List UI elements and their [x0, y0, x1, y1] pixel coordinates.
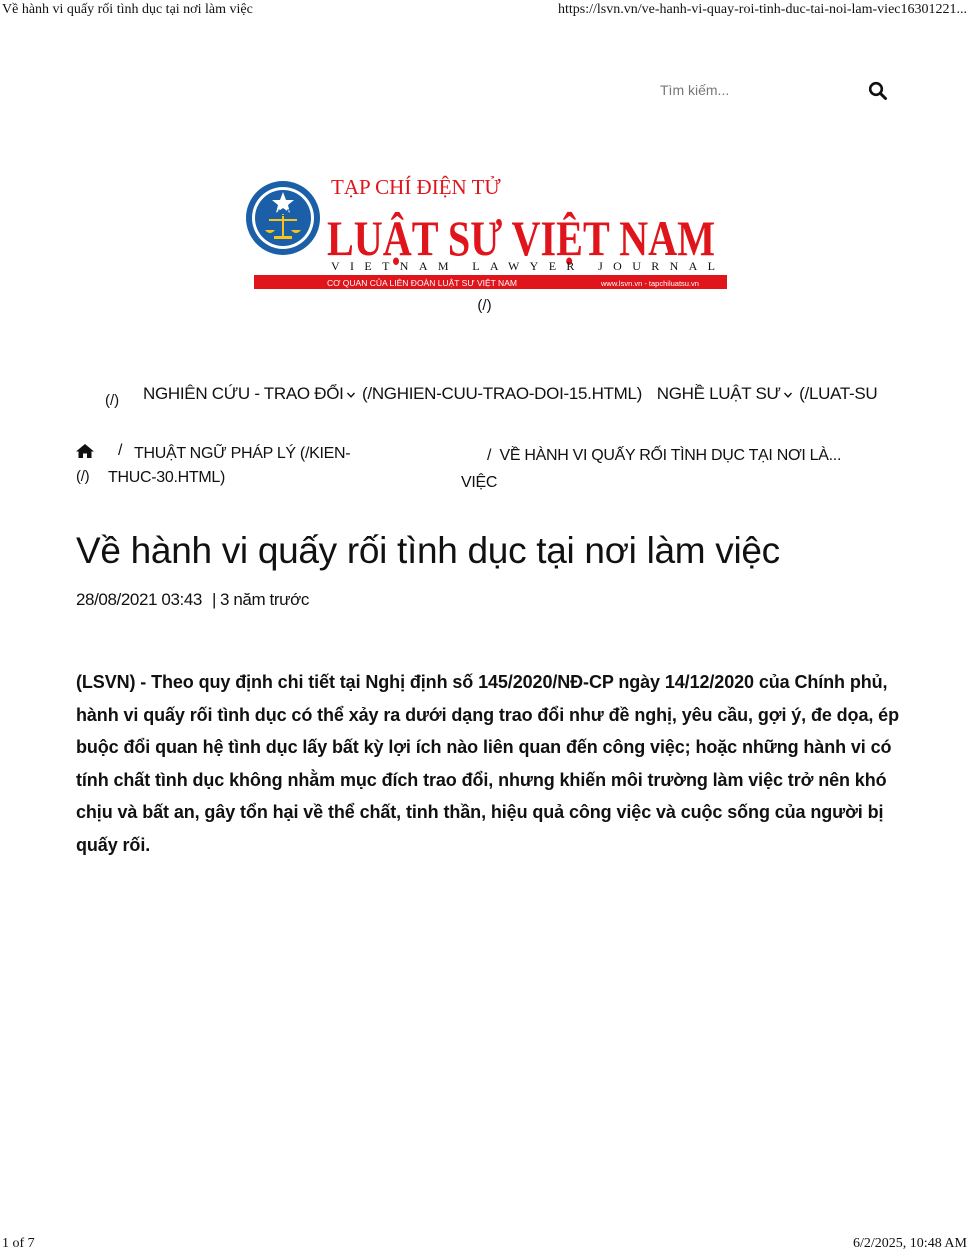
- article-title: Về hành vi quấy rối tình dục tại nơi làm việc: [76, 530, 780, 571]
- logo-agency: CƠ QUAN CỦA LIÊN ĐOÀN LUẬT SƯ VIỆT NAM: [327, 278, 517, 288]
- chevron-down-icon: [783, 390, 793, 400]
- breadcrumb-current-line: VIỆC: [461, 474, 498, 491]
- meta-separator: |: [211, 590, 216, 609]
- breadcrumb-current: [461, 442, 891, 496]
- breadcrumb-category-line: THUC-30.HTML): [108, 469, 225, 486]
- breadcrumb-home-link[interactable]: (/): [76, 468, 90, 485]
- breadcrumb-category[interactable]: [108, 442, 384, 490]
- nav-item-label: NGHỀ LUẬT SƯ: [656, 384, 781, 403]
- print-footer-datetime: 6/2/2025, 10:48 AM: [853, 1236, 967, 1251]
- search-icon[interactable]: [868, 81, 888, 101]
- nav-home-link[interactable]: (/): [105, 392, 120, 409]
- chevron-down-icon: [346, 390, 356, 400]
- breadcrumb-category-line: THUẬT NGỮ PHÁP LÝ (/KIEN-: [134, 445, 351, 462]
- logo-sites: www.lsvn.vn - tapchiluatsu.vn: [601, 279, 699, 288]
- main-nav: [0, 380, 913, 410]
- logo-subtitle: VIETNAM LAWYER JOURNAL: [331, 259, 715, 273]
- print-header-title: Về hành vi quấy rối tình dục tại nơi làm việc: [2, 2, 253, 17]
- search-input[interactable]: [660, 78, 850, 102]
- nav-item-link: (/LUAT-SU: [799, 384, 878, 403]
- article-relative-time: 3 năm trước: [219, 590, 309, 609]
- logo-name: LUẬT SƯ VIỆT NAM: [327, 210, 715, 266]
- nav-item-label: NGHIÊN CỨU - TRAO ĐỔI: [143, 384, 344, 403]
- nav-item-nghe-luat-su[interactable]: [657, 384, 878, 404]
- breadcrumb-separator: /: [487, 447, 492, 464]
- breadcrumb: [76, 440, 896, 500]
- breadcrumb-separator: /: [118, 442, 123, 459]
- site-logo[interactable]: [245, 172, 727, 292]
- logo-link-text[interactable]: (/): [477, 297, 492, 314]
- logo-kicker: TẠP CHÍ ĐIỆN TỬ: [331, 175, 501, 199]
- article-meta: [76, 590, 309, 610]
- logo-badge-text: VBF: [274, 208, 292, 218]
- print-header-url: https://lsvn.vn/ve-hanh-vi-quay-roi-tinh-duc-tai-noi-lam-viec16301221...: [557, 2, 967, 17]
- search-box: [660, 78, 890, 104]
- nav-item-nghien-cuu-trao-doi[interactable]: [143, 384, 642, 404]
- article-lead: (LSVN) - Theo quy định chi tiết tại Nghị định số 145/2020/NĐ-CP ngày 14/12/2020 của Chính phủ, hành vi quấy rối tình dục có thể xảy ra dưới dạng trao đổi như đề nghị, yêu cầu, gợi ý, đe dọa, ép buộc đổi quan hệ tình dục lấy bất kỳ lợi ích nào liên quan đến công việc; hoặc những hành vi có tính chất tình dục không nhằm mục đích trao đổi, nhưng khiến môi trường làm việc trở nên khó chịu và bất an, gây tổn hại về thể chất, tinh thần, hiệu quả công việc và cuộc sống của người bị quấy rối.: [76, 672, 899, 855]
- home-icon[interactable]: [76, 444, 94, 458]
- breadcrumb-current-line: VỀ HÀNH VI QUẤY RỐI TÌNH DỤC TẠI NƠI LÀ...: [499, 447, 842, 464]
- print-footer-page: 1 of 7: [2, 1236, 35, 1251]
- nav-item-link: (/NGHIEN-CUU-TRAO-DOI-15.HTML): [362, 384, 643, 403]
- vbf-emblem-icon: [246, 181, 320, 255]
- article-date: 28/08/2021 03:43: [76, 590, 202, 609]
